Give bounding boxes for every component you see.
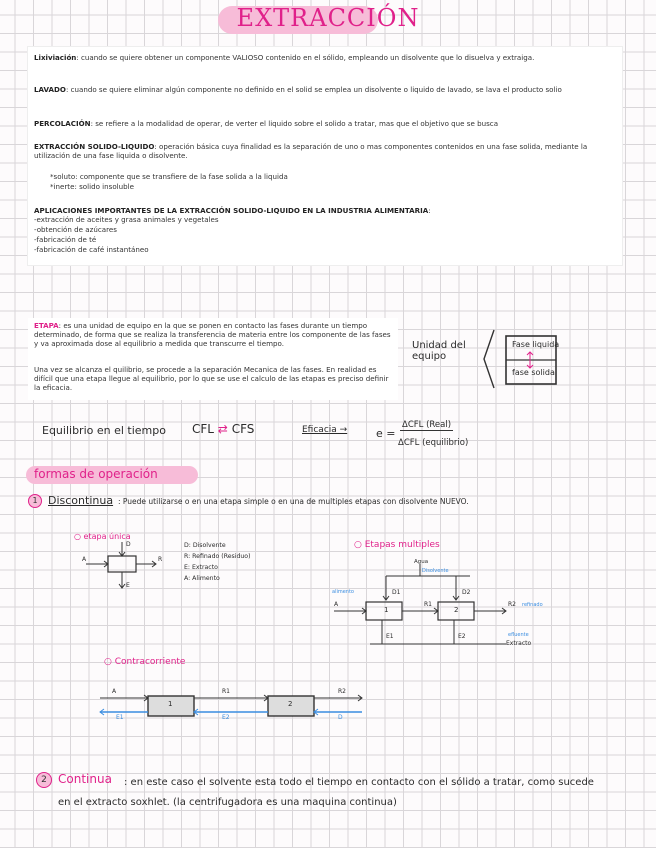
label-r1: R1: [424, 601, 432, 608]
label-e2: E2: [222, 714, 230, 721]
etapa-def: ETAPA: es una unidad de equipo en la que se ponen en contacto las fases durante un tiempo determinado, de forma que se realiza la transferencia de materia entre los componente de las fases y va aproximada dose al equilibrio a medida que transcurre el tiempo.: [34, 321, 391, 348]
stage-box: [108, 556, 136, 572]
fase-solida-label: fase solida: [512, 368, 555, 377]
label-d2: D2: [462, 589, 471, 596]
bracket-icon: [484, 330, 494, 388]
app-item: -obtención de azúcares: [34, 225, 117, 234]
label-r2: R2: [338, 688, 346, 695]
label-a: A: [334, 601, 339, 608]
formula-numerator: ΔCFL (Real): [402, 420, 452, 430]
etapa-unica-label: ○ etapa única: [74, 532, 131, 541]
eficacia-label: Eficacia →: [302, 425, 348, 435]
fase-liquida-label: Fase liquida: [512, 340, 560, 349]
box2-label: 2: [454, 606, 459, 614]
app-item: -fabricación de café instantáneo: [34, 245, 149, 254]
label-e2: E2: [458, 633, 466, 640]
extracto-label: Extracto: [506, 640, 532, 647]
number-2-badge: 2: [36, 772, 52, 788]
label-d: D: [126, 541, 131, 548]
box1-label: 1: [384, 606, 389, 614]
bullet-inerte: *inerte: solido insoluble: [50, 182, 134, 191]
definitions-note: [28, 47, 622, 265]
continua-label: Continua: [58, 772, 112, 786]
label-d1: D1: [392, 589, 401, 596]
discontinua-text: : Puede utilizarse o en una etapa simple o en una de multiples etapas con disolvente NUEVO.: [118, 497, 469, 506]
box2-label: 2: [288, 700, 293, 708]
alimento-annotation: alimento: [332, 589, 354, 595]
page-title: EXTRACCIÓN: [236, 4, 420, 32]
disolvente-annotation: Disolvente: [422, 568, 449, 574]
label-e1: E1: [386, 633, 394, 640]
unidad-diagram: [480, 326, 560, 392]
refinado-annotation: refinado: [522, 602, 543, 608]
extraccion-term: EXTRACCIÓN SOLIDO-LIQUIDO: [34, 142, 155, 151]
legend-item: E: Extracto: [184, 564, 218, 571]
def-percolacion: PERCOLACIÓN: se refiere a la modalidad de operar, de verter el liquido sobre el solido a tratar, mas que el objetivo que se busca: [34, 119, 499, 128]
label-e1: E1: [116, 714, 124, 721]
app-item: -fabricación de té: [34, 235, 97, 244]
formula-lhs: e =: [376, 427, 396, 440]
legend-item: A: Alimento: [184, 575, 220, 582]
equilibrium-arrows-icon: ⇄: [217, 422, 228, 436]
label-r2: R2: [508, 601, 516, 608]
percolacion-term: PERCOLACIÓN: [34, 119, 91, 128]
def-lixiviacion: Lixiviación: cuando se quiere obtener un componente VALIOSO contenido en el sólido, empleando un disolvente que lo disuelva y extraiga.: [34, 53, 535, 62]
app-item: -extracción de aceites y grasa animales y vegetales: [34, 215, 219, 224]
equilibrio-label: Equilibrio en el tiempo: [42, 424, 166, 437]
equilibrio-expr: CFL ⇄ CFS: [192, 422, 255, 436]
contracorriente-diagram: [96, 682, 366, 724]
efluente-annotation: efluente: [508, 632, 529, 638]
legend: [184, 540, 251, 584]
def-lavado: LAVADO: cuando se quiere eliminar algún componente no definido en el solid se emplea un disolvente o liquido de lavado, se lava el producto solio: [34, 85, 562, 94]
label-r: R: [158, 556, 163, 563]
label-r1: R1: [222, 688, 230, 695]
legend-item: R: Refinado (Residuo): [184, 553, 251, 560]
label-e: E: [126, 582, 130, 589]
formula-denominator: ΔCFL (equilibrio): [398, 438, 469, 448]
label-a: A: [112, 688, 117, 695]
lavado-term: LAVADO: [34, 85, 66, 94]
etapa-note: [28, 318, 398, 400]
def-extraccion: EXTRACCIÓN SOLIDO-LIQUIDO: operación básica cuya finalidad es la separación de uno o mas componentes contenidos en una fase solida, mediante la utilización de una fase liquida o disolvente.: [34, 142, 588, 160]
etapas-multiples-label: ○ Etapas multiples: [354, 540, 440, 550]
formas-heading: formas de operación: [34, 467, 158, 481]
label-a: A: [82, 556, 87, 563]
apps-title: APLICACIONES IMPORTANTES DE LA EXTRACCIÓN SOLIDO-LIQUIDO EN LA INDUSTRIA ALIMENTARIA:: [34, 206, 431, 215]
etapa-unica-diagram: [80, 540, 180, 596]
agua-label: Agua: [414, 559, 429, 565]
lixiviacion-term: Lixiviación: [34, 53, 77, 62]
unidad-label: Unidad del equipo: [412, 340, 466, 362]
discontinua-label: Discontinua: [48, 494, 114, 507]
box1-label: 1: [168, 700, 173, 708]
bullet-soluto: *soluto: componente que se transfiere de la fase solida a la liquida: [50, 172, 288, 181]
label-d: D: [338, 714, 343, 721]
continua-text: : en este caso el solvente esta todo el tiempo en contacto con el sólido a tratar, como sucede en el extracto soxhlet. (la centrifugadora es una maquina continua): [58, 777, 594, 808]
number-1-badge: 1: [28, 494, 42, 508]
etapa-def-2: Una vez se alcanza el quilibrio, se procede a la separación Mecanica de las fases. En realidad es difícil que una etapa llegue al equilibrio, por lo que se use el calculo de las etapas es preciso definir la eficacia.: [34, 365, 389, 392]
etapa-term: ETAPA: [34, 321, 59, 330]
legend-item: D: Disolvente: [184, 542, 226, 549]
contracorriente-label: ○ Contracorriente: [104, 657, 186, 667]
